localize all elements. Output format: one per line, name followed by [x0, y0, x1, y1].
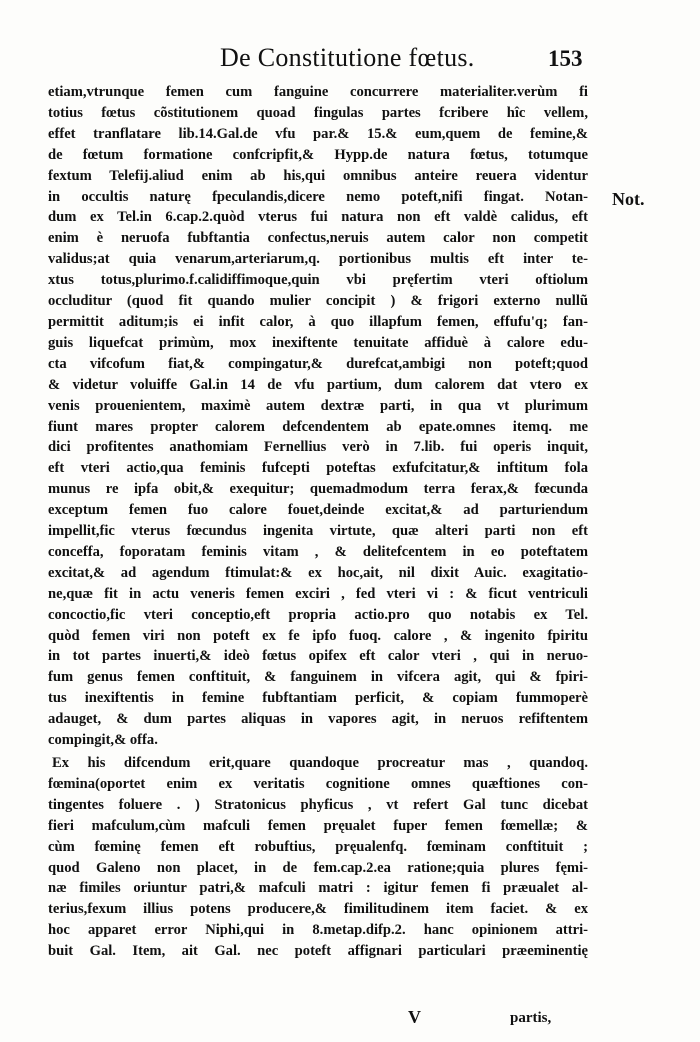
signature-mark: V [408, 1007, 421, 1027]
text-line: Ex his difcendum erit,quare quandoque procreatur mas , quandoq. [52, 755, 588, 771]
text-line: dum ex Tel.in 6.cap.2.quòd vterus fui natura non eft valdè calidus, eft [48, 209, 588, 226]
running-title: De Constitutione fœtus. [220, 43, 475, 72]
text-line: fiunt mares propter calorem defcendentem ab epate.omnes itemq. me [48, 418, 588, 435]
text-line: de fœtum formatione confcripfit,& Hypp.de natura fœtus, totumque [48, 146, 588, 163]
text-line: tus inexiftentis in femine fubftantiam perficit, & copiam fummoperè [48, 690, 588, 707]
catchword: partis, [510, 1010, 552, 1026]
text-line: quòd femen viri non poteft ex fe ipfo fuoq. calore , & ingenito fpiritu [48, 627, 588, 644]
text-line: compingit,& offa. [48, 732, 158, 749]
text-line: permittit aditum;is ei infit calor, à quo illapfum femen, effufu'q; fan- [48, 313, 588, 330]
text-line: terius,fexum illius potens producere,& fimilitudinem item faciet. & ex [48, 901, 588, 918]
text-line: quod Galeno non placet, in de fem.cap.2.ea ratione;quia plures fęmi- [48, 859, 588, 876]
text-line: fum genus femen conftituit, & fanguinem in vifcera agit, qui & fpiri- [48, 669, 588, 686]
text-line: exceptum femen fuo calore fouet,deinde excitat,& ad parturiendum [48, 502, 588, 519]
text-line: concoctio,fic vteri conceptio,eft propria actio.pro quo notabis ex Tel. [48, 606, 588, 623]
text-line: munus re ipfa obit,& exequitur; quemadmodum terra ferax,& fœcunda [48, 481, 588, 498]
text-line: validus;at quia venarum,arteriarum,q. portionibus multis eft inter te- [48, 251, 588, 268]
text-line: in tot partes inuerti,& ideò fœtus opifex eft calor vteri , qui in neruo- [48, 648, 588, 665]
text-line: fextum Telefij.aliud enim ab his,qui omnibus anteire reuera videntur [48, 167, 588, 184]
text-line: tingentes foluere . ) Stratonicus phyficus , vt refert Gal tunc dicebat [48, 796, 588, 813]
body-text [48, 82, 588, 962]
text-line: xtus totus,plurimo.f.calidiffimoque,quin vbi pręfertim vteri oftiolum [48, 272, 588, 289]
text-line: buit Gal. Item, ait Gal. nec poteft affignari particulari præeminentię [48, 943, 588, 960]
text-line: fœmina(oportet enim ex veritatis cognitione omnes quæftiones con- [48, 775, 588, 792]
text-line: & videtur voluiffe Gal.in 14 de vfu partium, dum calorem dat vtero ex [48, 376, 588, 393]
text-line: excitat,& ad agendum ftimulat:& ex hoc,ait, nil dixit Auic. exagitatio- [48, 564, 588, 581]
text-line: effet tranflatare lib.14.Gal.de vfu par.& 15.& eum,quem de femine,& [48, 125, 588, 142]
text-line: cùm fœminę femen eft robuftius, pręualenfq. fœminam conftituit ; [48, 838, 588, 855]
text-line: dici profitentes anathomiam Fernellius verò in 7.lib. fui operis inquit, [48, 439, 588, 456]
text-line: adauget, & dum partes aliquas in vapores agit, in neruos refiftentem [48, 711, 588, 728]
text-line: guis liquefcat primùm, mox inexiftente tenuitate affiduè à calore edu- [48, 334, 588, 351]
text-line: etiam,vtrunque femen cum fanguine concurrere materialiter.verùm fi [48, 84, 588, 100]
text-line: venis prouenientem, maximè autem dextræ parti, in qua vt plurimum [48, 397, 588, 414]
text-line: hoc apparet error Niphi,qui in 8.metap.difp.2. hanc opinionem attri- [48, 922, 588, 939]
text-line: ne,quæ fit in actu veneris femen exciri , fed vteri vi : & ficut ventriculi [48, 585, 588, 602]
margin-note: Not. [612, 189, 645, 209]
text-line: næ fimiles oriuntur patri,& mafculi matri : igitur femen fi præualet al- [48, 880, 588, 897]
text-line: enim è neruofa fubftantia confectus,neruis autem calor non competit [48, 230, 588, 247]
text-line: fieri mafculum,cùm mafculi femen pręualet fuper femen fœmellæ; & [48, 817, 588, 834]
text-line: totius fœtus cõstitutionem quoad fingulas partes fcribere hîc vellem, [48, 104, 588, 121]
text-line: conceffa, foporatam feminis vitam , & delitefcentem in eo poteftatem [48, 543, 588, 560]
text-line: impellit,fic vterus fœcundus ingenita virtute, quæ alteri parti non eft [48, 523, 588, 540]
page-number: 153 [548, 46, 583, 71]
text-line: eft vteri actio,qua feminis fufcepti poteftas exfufcitatur,& inftitum fola [48, 460, 588, 477]
text-line: cta vifcofum fiat,& compingatur,& durefcat,ambigi non poteft;quod [48, 355, 588, 372]
text-line: occluditur (quod fit quando mulier concipit ) & frigori externo nullũ [48, 293, 588, 310]
text-line: in occultis naturę fpeculandis,dicere nemo poteft,nifi fingat. Notan- [48, 188, 588, 205]
